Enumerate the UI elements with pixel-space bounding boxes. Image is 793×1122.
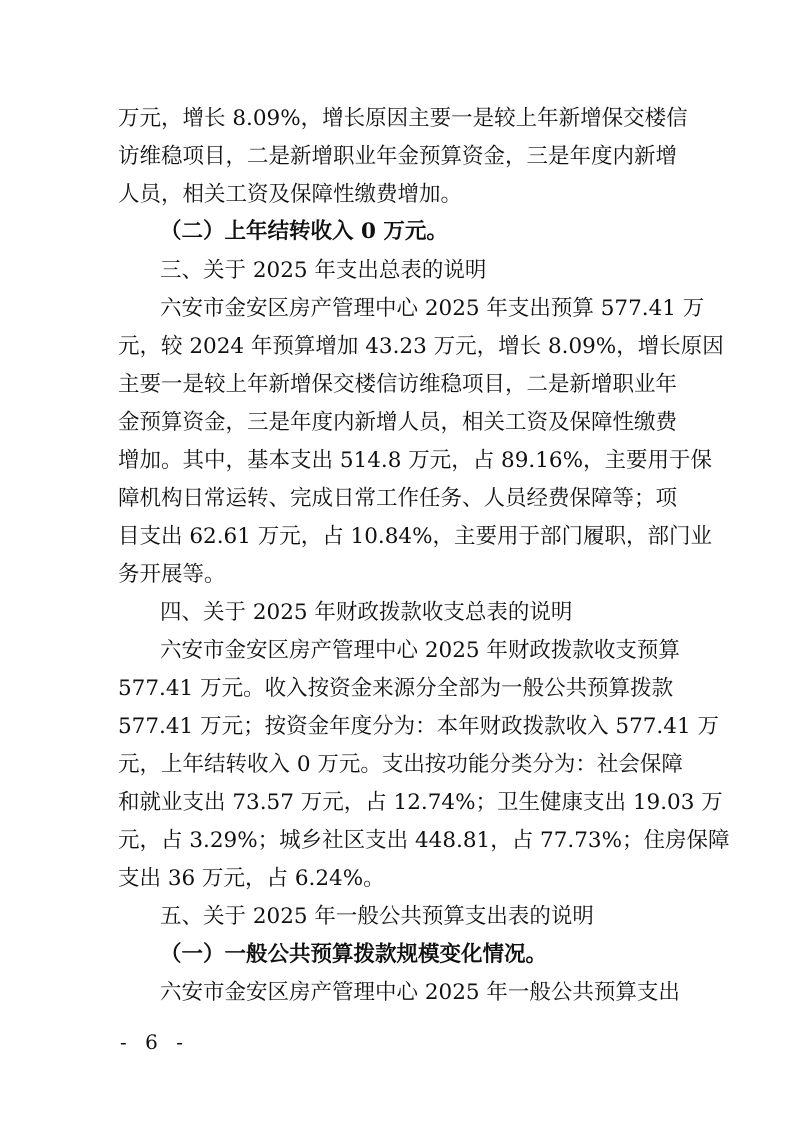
text-line: 访维稳项目，二是新增职业年金预算资金，三是年度内新增 xyxy=(118,144,678,169)
text-line: 六安市金安区房产管理中心 2025 年财政拨款收支预算 xyxy=(160,638,680,663)
text-line: 元，上年结转收入 0 万元。支出按功能分类分为：社会保障 xyxy=(118,752,683,777)
page-number: - 6 - xyxy=(120,1030,189,1054)
text-line: 金预算资金，三是年度内新增人员，相关工资及保障性缴费 xyxy=(118,410,678,435)
text-line: 目支出 62.61 万元，占 10.84%，主要用于部门履职，部门业 xyxy=(118,524,713,549)
text-line: 元，较 2024 年预算增加 43.23 万元，增长 8.09%，增长原因 xyxy=(118,334,724,359)
text-line: 万元，增长 8.09%，增长原因主要一是较上年新增保交楼信 xyxy=(118,106,688,131)
text-line: 元，占 3.29%；城乡社区支出 448.81，占 77.73%；住房保障 xyxy=(118,828,730,853)
text-line: 三、关于 2025 年支出总表的说明 xyxy=(160,258,487,283)
text-line: 增加。其中，基本支出 514.8 万元，占 89.16%，主要用于保 xyxy=(118,448,713,473)
text-line: （二）上年结转收入 0 万元。 xyxy=(160,219,448,244)
text-line: 主要一是较上年新增保交楼信访维稳项目，二是新增职业年 xyxy=(118,372,678,397)
text-line: 障机构日常运转、完成日常工作任务、人员经费保障等；项 xyxy=(118,486,678,511)
text-line: 五、关于 2025 年一般公共预算支出表的说明 xyxy=(160,904,594,929)
text-line: 577.41 万元；按资金年度分为：本年财政拨款收入 577.41 万 xyxy=(118,714,719,739)
text-line: 和就业支出 73.57 万元，占 12.74%；卫生健康支出 19.03 万 xyxy=(118,790,723,815)
text-line: 六安市金安区房产管理中心 2025 年支出预算 577.41 万 xyxy=(160,296,705,321)
text-line: 四、关于 2025 年财政拨款收支总表的说明 xyxy=(160,600,573,625)
text-line: 人员，相关工资及保障性缴费增加。 xyxy=(118,182,463,207)
text-line: 六安市金安区房产管理中心 2025 年一般公共预算支出 xyxy=(160,980,680,1005)
text-line: 577.41 万元。收入按资金来源分全部为一般公共预算拨款 xyxy=(118,676,674,701)
text-line: 支出 36 万元，占 6.24%。 xyxy=(118,866,385,891)
text-line: 务开展等。 xyxy=(118,562,226,587)
text-line: （一）一般公共预算拨款规模变化情况。 xyxy=(160,942,548,967)
